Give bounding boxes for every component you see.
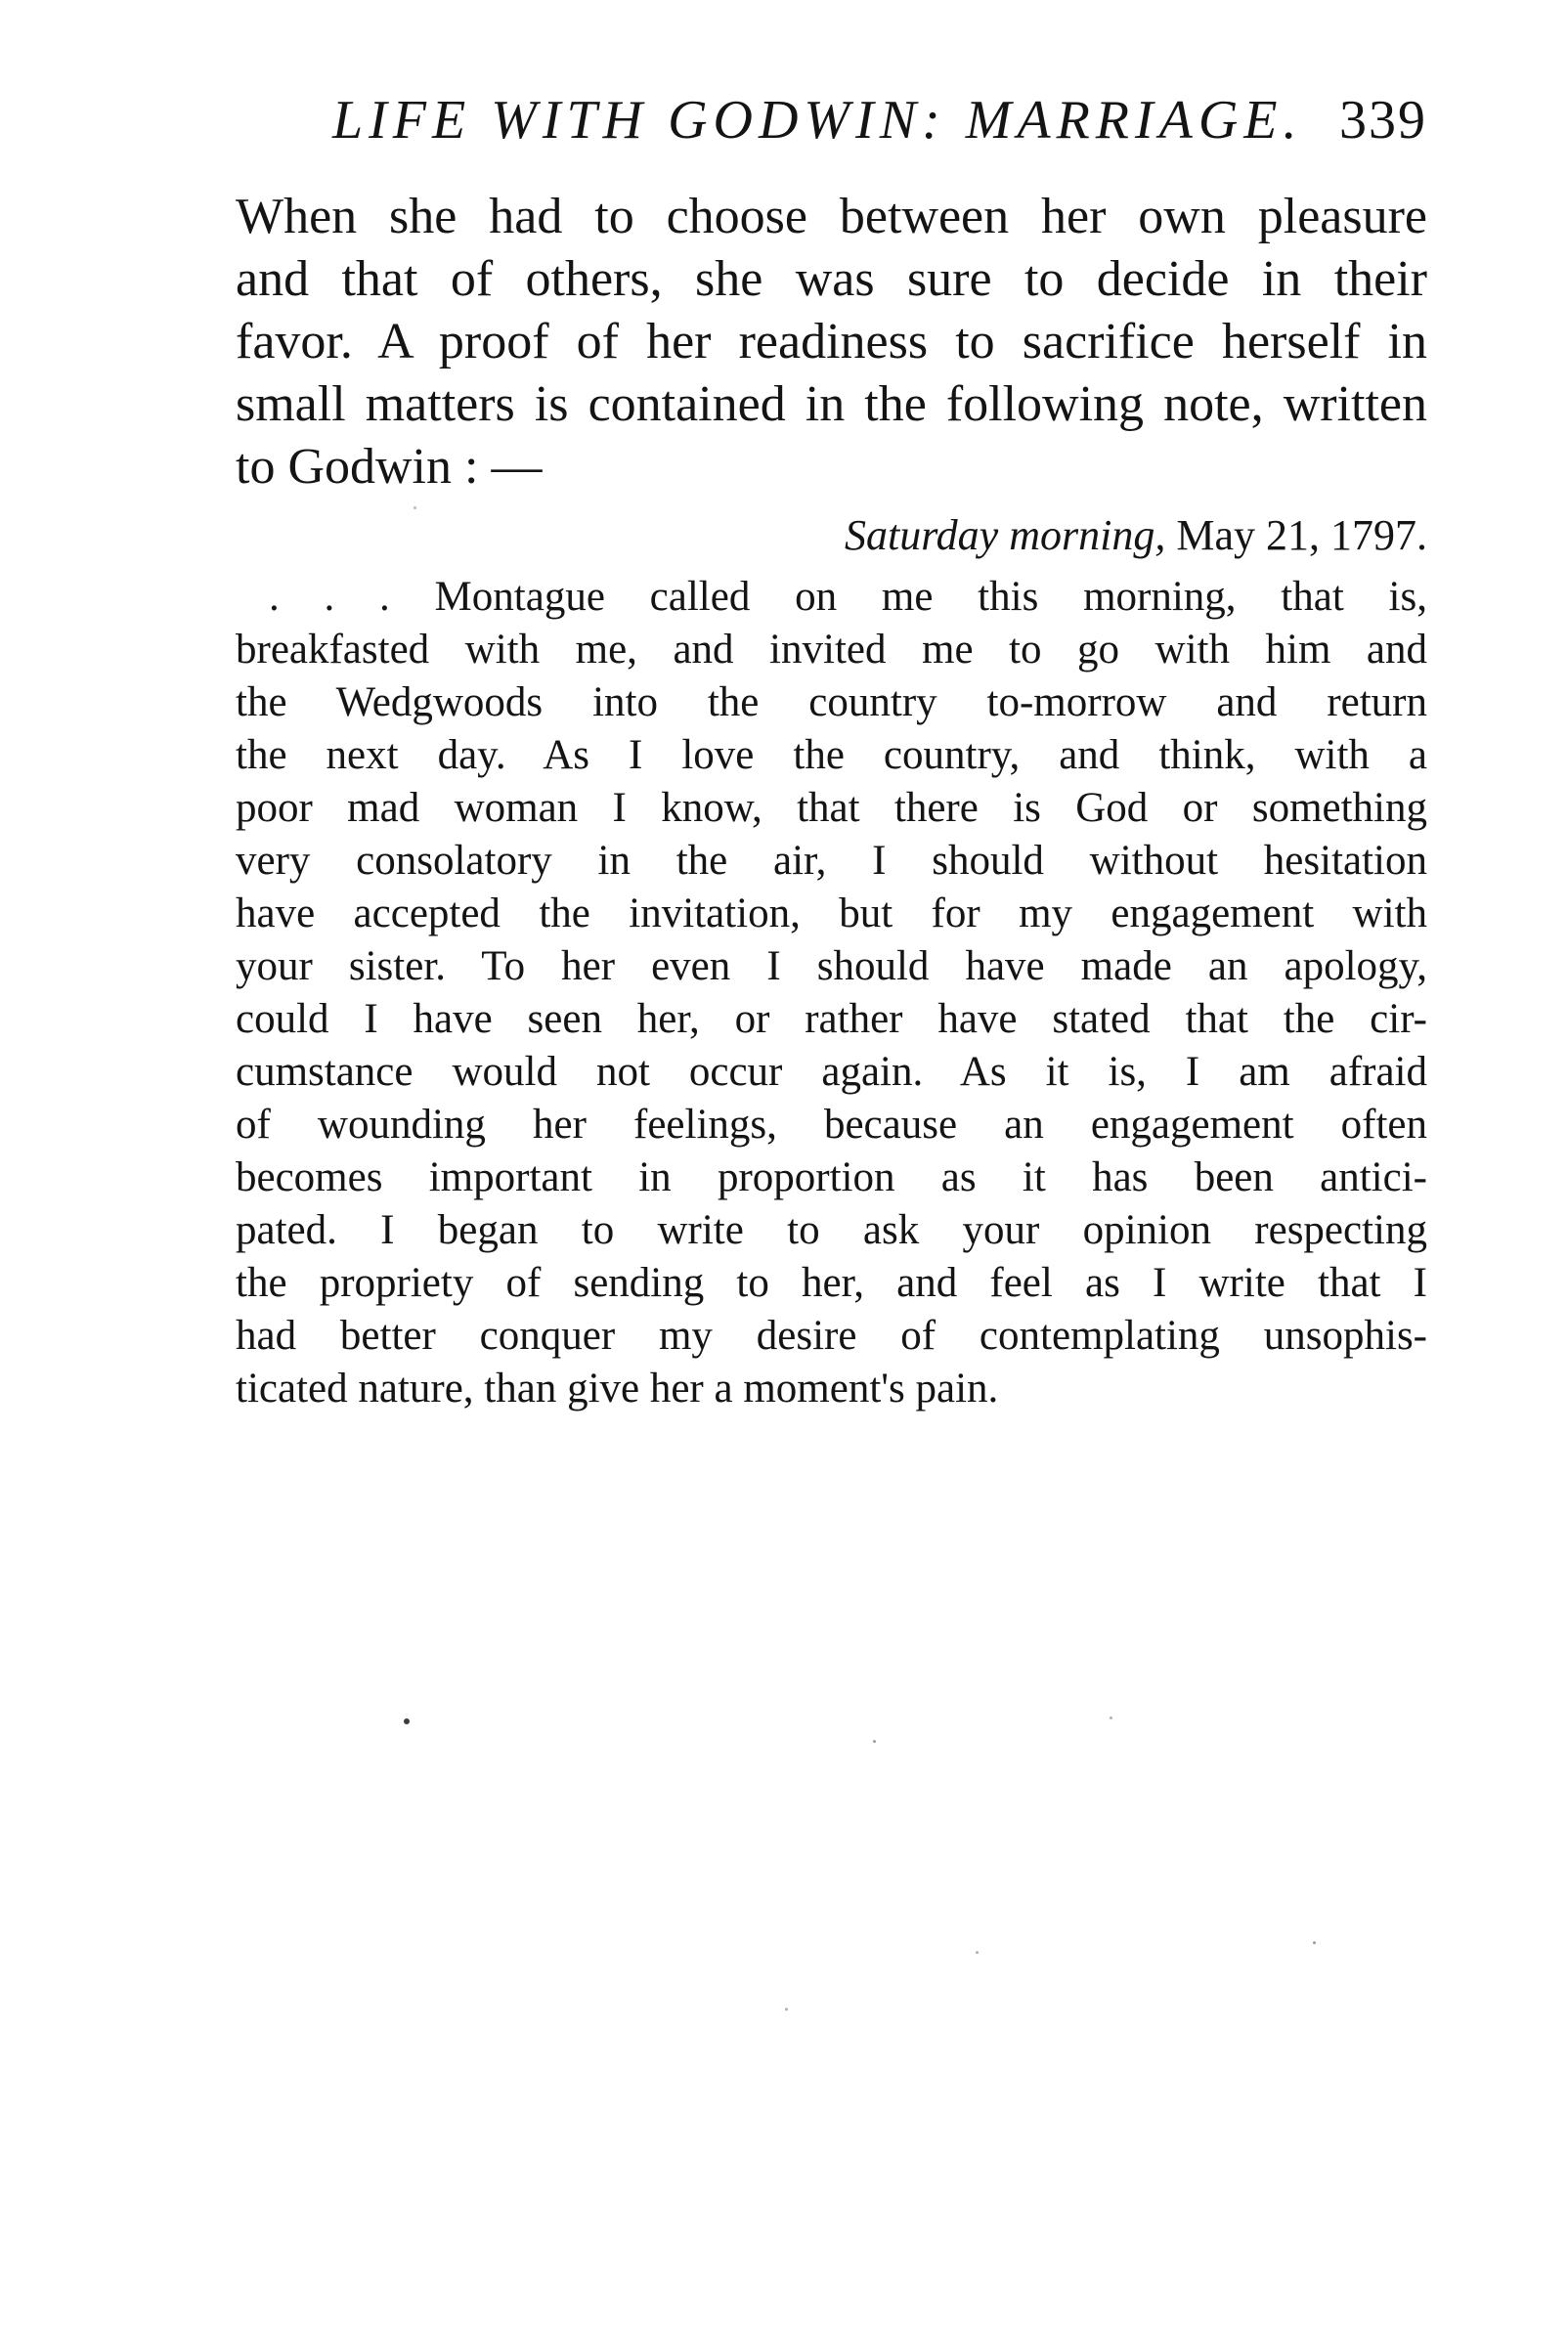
letter-line: the propriety of sending to her, and feel as I write that I <box>236 1260 1427 1306</box>
page-number: 339 <box>1339 90 1427 151</box>
dateline-date: May 21, 1797. <box>1176 511 1427 559</box>
dateline-day: Saturday morning, <box>844 511 1166 559</box>
letter-line: becomes important in proportion as it has been antici- <box>236 1154 1427 1200</box>
scan-speck <box>1313 1941 1316 1944</box>
letter-line: the Wedgwoods into the country to-morrow and return <box>236 679 1427 725</box>
body-line: to Godwin : — <box>236 439 543 495</box>
letter-line: of wounding her feelings, because an engagement often <box>236 1102 1427 1148</box>
scan-speck <box>976 1951 979 1954</box>
letter-line: very consolatory in the air, I should without hesitation <box>236 838 1427 884</box>
scan-speck <box>1110 1716 1112 1719</box>
letter-line: . . . Montague called on me this morning, that is, <box>269 574 1427 620</box>
letter-line: could I have seen her, or rather have stated that the cir- <box>236 996 1427 1042</box>
scan-speck <box>873 1740 876 1743</box>
letter-dateline <box>845 506 1427 565</box>
letter-line: had better conquer my desire of contemplating unsophis- <box>236 1313 1427 1359</box>
scan-speck <box>414 506 416 509</box>
scan-speck <box>404 1718 410 1724</box>
letter-line: pated. I began to write to ask your opinion respecting <box>236 1207 1427 1253</box>
letter-line: poor mad woman I know, that there is God or something <box>236 785 1427 831</box>
body-line: favor. A proof of her readiness to sacrifice herself in <box>236 314 1427 369</box>
scan-speck <box>785 2008 788 2011</box>
body-line: and that of others, she was sure to decide in their <box>236 251 1427 307</box>
body-paragraph <box>236 186 1427 499</box>
letter-line: your sister. To her even I should have made an apology, <box>236 943 1427 989</box>
running-title: LIFE WITH GODWIN: MARRIAGE. <box>332 90 1303 151</box>
body-line: small matters is contained in the following note, written <box>236 376 1427 432</box>
quoted-letter <box>236 571 1427 1415</box>
letter-line: the next day. As I love the country, and think, with a <box>236 732 1427 778</box>
running-head <box>332 86 1427 154</box>
letter-line: ticated nature, than give her a moment's pain. <box>236 1366 999 1412</box>
letter-line: have accepted the invitation, but for my engagement with <box>236 891 1427 936</box>
letter-line: cumstance would not occur again. As it is, I am afraid <box>236 1049 1427 1095</box>
body-line: When she had to choose between her own pleasure <box>236 189 1427 244</box>
letter-line: breakfasted with me, and invited me to go with him and <box>236 627 1427 673</box>
